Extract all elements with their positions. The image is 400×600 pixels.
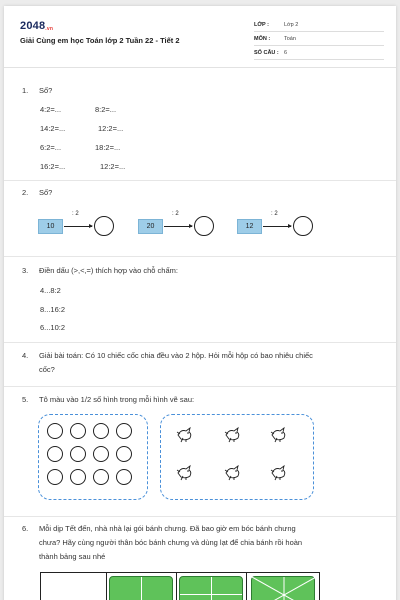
q1-right-3: 18:2=... bbox=[95, 143, 121, 152]
meta-value: Lớp 2 bbox=[284, 21, 299, 28]
circle-shape[interactable] bbox=[116, 469, 132, 485]
bird-icon[interactable] bbox=[175, 425, 195, 443]
circle-shape[interactable] bbox=[93, 446, 109, 462]
number-box: 12 bbox=[237, 219, 262, 234]
logo-suffix: .vn bbox=[45, 26, 54, 32]
circle-shape[interactable] bbox=[47, 446, 63, 462]
cake-image bbox=[109, 576, 173, 600]
question-number: 5. bbox=[22, 395, 29, 404]
question-number: 1. bbox=[22, 86, 29, 95]
table-cell bbox=[107, 573, 177, 600]
q1-right-1: 8:2=... bbox=[95, 105, 117, 114]
bird-icon[interactable] bbox=[223, 425, 243, 443]
meta-value: 6 bbox=[284, 49, 288, 56]
birds-group bbox=[160, 414, 314, 500]
circle-shape[interactable] bbox=[70, 469, 86, 485]
meta-row-class bbox=[254, 18, 384, 32]
circle-shape[interactable] bbox=[70, 423, 86, 439]
meta-key: MÔN : bbox=[254, 35, 271, 42]
operation-label: : 2 bbox=[172, 211, 179, 217]
q1-right-2: 12:2=... bbox=[98, 124, 124, 133]
circles-group bbox=[38, 414, 148, 500]
arrow-icon bbox=[164, 226, 192, 227]
q3-line-1: 4...8:2 bbox=[40, 286, 61, 295]
table-cell bbox=[177, 573, 247, 600]
divider bbox=[4, 180, 396, 181]
q3-line-2: 8...16:2 bbox=[40, 305, 66, 314]
question-text-line-2: cốc? bbox=[39, 365, 55, 374]
meta-key: SỐ CÂU : bbox=[254, 49, 279, 56]
circle-shape[interactable] bbox=[47, 423, 63, 439]
q1-left-4: 16:2=... bbox=[40, 162, 66, 171]
divider bbox=[4, 256, 396, 257]
divider bbox=[4, 342, 396, 343]
page-title: Giải Cùng em học Toán lớp 2 Tuần 22 - Tiết 2 bbox=[20, 36, 180, 45]
question-text-line-1: Giải bài toán: Có 10 chiếc cốc chia đều vào 2 hộp. Hỏi mỗi hộp có bao nhiêu chiếc bbox=[39, 351, 313, 360]
meta-key: LỚP : bbox=[254, 21, 269, 28]
question-number: 3. bbox=[22, 266, 29, 275]
circle-shape[interactable] bbox=[116, 423, 132, 439]
circle-shape[interactable] bbox=[70, 446, 86, 462]
divider bbox=[4, 516, 396, 517]
question-text-line-2: chưa? Hãy cùng người thân bóc bánh chưng và dùng lạt để chia bánh rồi hoàn bbox=[39, 538, 303, 547]
q1-left-1: 4:2=... bbox=[40, 105, 62, 114]
header bbox=[4, 6, 396, 68]
q1-left-2: 14:2=... bbox=[40, 124, 66, 133]
circle-shape[interactable] bbox=[47, 469, 63, 485]
circle-shape[interactable] bbox=[93, 469, 109, 485]
operation-label: : 2 bbox=[271, 211, 278, 217]
question-text-line-3: thành bảng sau nhé bbox=[39, 552, 106, 561]
meta-row-subject bbox=[254, 32, 384, 46]
logo-text: 2048 bbox=[20, 20, 46, 32]
q1-right-4: 12:2=... bbox=[100, 162, 126, 171]
answer-circle[interactable] bbox=[293, 216, 313, 236]
arrow-icon bbox=[263, 226, 291, 227]
number-box: 10 bbox=[38, 219, 63, 234]
flow-item-1 bbox=[38, 211, 118, 238]
bird-icon[interactable] bbox=[175, 463, 195, 481]
cake-table bbox=[40, 572, 320, 600]
question-number: 4. bbox=[22, 351, 29, 360]
question-number: 6. bbox=[22, 524, 29, 533]
divider bbox=[4, 386, 396, 387]
site-logo[interactable] bbox=[20, 20, 53, 32]
question-text: Số? bbox=[39, 86, 53, 95]
meta-table bbox=[254, 18, 384, 60]
question-text-line-1: Mỗi dịp Tết đến, nhà nhà lại gói bánh chưng. Đã bao giờ em bóc bánh chưng bbox=[39, 524, 296, 533]
flow-item-3 bbox=[237, 211, 317, 238]
meta-value: Toán bbox=[284, 35, 296, 42]
flow-item-2 bbox=[138, 211, 218, 238]
arrow-icon bbox=[64, 226, 92, 227]
table-cell bbox=[41, 573, 107, 600]
meta-row-count bbox=[254, 46, 384, 60]
question-number: 2. bbox=[22, 188, 29, 197]
question-text: Tô màu vào 1/2 số hình trong mỗi hình vẽ sau: bbox=[39, 395, 195, 404]
question-text: Số? bbox=[39, 188, 53, 197]
bird-icon[interactable] bbox=[223, 463, 243, 481]
cake-image bbox=[179, 576, 243, 600]
worksheet bbox=[4, 6, 396, 600]
cake-image bbox=[251, 576, 315, 600]
answer-circle[interactable] bbox=[194, 216, 214, 236]
circle-shape[interactable] bbox=[116, 446, 132, 462]
bird-icon[interactable] bbox=[269, 463, 289, 481]
number-box: 20 bbox=[138, 219, 163, 234]
bird-icon[interactable] bbox=[269, 425, 289, 443]
operation-label: : 2 bbox=[72, 211, 79, 217]
question-text: Điền dấu (>,<,=) thích hợp vào chỗ chấm: bbox=[39, 266, 178, 275]
q3-line-3: 6...10:2 bbox=[40, 323, 66, 332]
table-cell bbox=[247, 573, 321, 600]
answer-circle[interactable] bbox=[94, 216, 114, 236]
q1-left-3: 6:2=... bbox=[40, 143, 62, 152]
circle-shape[interactable] bbox=[93, 423, 109, 439]
